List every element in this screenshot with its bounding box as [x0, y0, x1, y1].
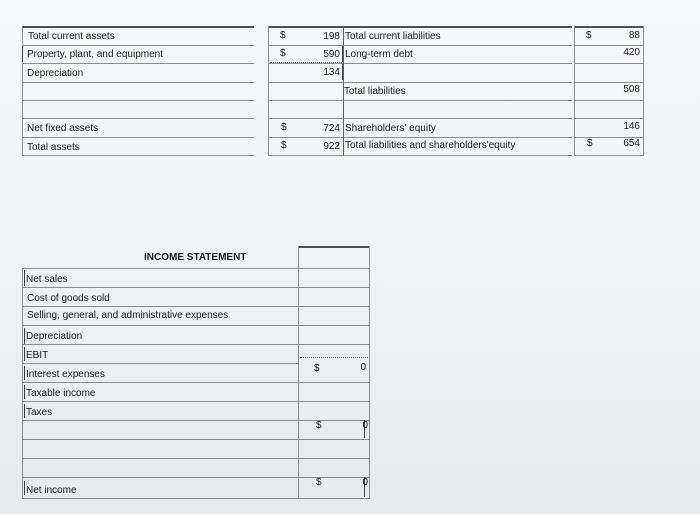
divider	[22, 268, 298, 269]
label-ebit: EBIT	[26, 350, 49, 361]
divider	[574, 82, 644, 83]
divider	[22, 82, 254, 83]
divider	[298, 458, 370, 459]
value-total-current-liabilities[interactable]: 88	[628, 30, 640, 41]
divider	[344, 82, 572, 83]
dotted-separator	[270, 62, 342, 63]
divider	[298, 246, 299, 499]
divider	[344, 155, 572, 156]
divider	[22, 477, 298, 478]
cell-marker	[24, 385, 25, 399]
divider	[22, 420, 298, 421]
divider	[298, 287, 370, 288]
divider	[22, 306, 298, 307]
label-total-assets: Total assets	[27, 142, 80, 153]
divider	[22, 287, 298, 288]
divider	[574, 45, 644, 46]
divider	[298, 382, 370, 383]
divider	[268, 100, 344, 101]
divider	[268, 155, 344, 156]
label-depreciation: Depreciation	[26, 331, 83, 342]
divider	[298, 306, 370, 307]
divider	[22, 45, 254, 46]
divider	[22, 26, 254, 28]
value-ppe[interactable]: 590	[323, 49, 340, 60]
divider	[22, 325, 298, 326]
value-ebit[interactable]: 0	[360, 362, 366, 373]
cell-marker	[342, 46, 343, 62]
divider	[268, 63, 344, 64]
divider	[574, 118, 644, 119]
divider	[298, 498, 370, 499]
divider	[22, 363, 298, 364]
label-sga: Selling, general, and administrative expenses	[27, 310, 229, 321]
value-net-fixed-assets[interactable]: 724	[323, 123, 340, 134]
label-taxable-income: Taxable income	[26, 388, 96, 399]
divider	[574, 100, 644, 101]
divider	[22, 155, 254, 156]
cell-marker	[24, 347, 25, 361]
divider	[344, 118, 572, 119]
label-cogs: Cost of goods sold	[27, 293, 110, 304]
label-net-sales: Net sales	[26, 274, 68, 285]
label-total-liabilities: Total liabilities	[344, 86, 406, 97]
label-taxes: Taxes	[26, 407, 53, 418]
divider	[268, 45, 344, 46]
divider	[574, 155, 644, 156]
divider	[298, 401, 370, 402]
label-total-liabilities-equity: Total liabilities and shareholders'equity	[345, 140, 516, 151]
divider	[268, 26, 344, 28]
divider	[22, 382, 298, 383]
divider	[268, 137, 344, 138]
divider	[298, 268, 370, 269]
value-taxable-income[interactable]: 0	[362, 420, 368, 431]
divider	[344, 45, 572, 46]
label-net-fixed-assets: Net fixed assets	[27, 123, 99, 134]
dotted-separator	[300, 357, 368, 358]
cell-marker	[22, 46, 23, 62]
value-total-assets[interactable]: 922	[323, 141, 340, 152]
divider	[268, 26, 269, 156]
cell-marker	[24, 270, 25, 286]
cell-marker	[342, 64, 343, 80]
currency-symbol: $	[316, 420, 322, 431]
cell-marker	[24, 404, 25, 418]
divider	[344, 100, 572, 101]
currency-symbol: $	[280, 30, 286, 41]
cell-marker	[24, 328, 25, 344]
value-total-liabilities-equity[interactable]: 654	[623, 138, 640, 149]
divider	[22, 401, 298, 402]
currency-symbol: $	[280, 48, 286, 59]
label-depreciation: Depreciation	[27, 68, 84, 79]
currency-symbol: $	[281, 140, 287, 151]
divider	[268, 82, 344, 83]
divider	[344, 137, 572, 138]
divider	[22, 498, 298, 499]
divider	[298, 325, 370, 326]
label-interest-expenses: Interest expenses	[26, 369, 105, 380]
currency-symbol: $	[316, 477, 322, 488]
divider	[22, 458, 298, 459]
divider	[298, 344, 370, 345]
income-statement-title: INCOME STATEMENT	[144, 252, 247, 263]
cell-marker	[24, 366, 25, 380]
label-total-current-liabilities: Total current liabilities	[345, 31, 441, 42]
divider	[22, 344, 298, 345]
divider	[298, 246, 370, 248]
currency-symbol: $	[586, 30, 592, 41]
divider	[574, 26, 644, 28]
divider	[344, 26, 572, 28]
divider	[22, 137, 254, 138]
value-long-term-debt[interactable]: 420	[623, 47, 640, 58]
value-net-income[interactable]: 0	[362, 477, 368, 488]
divider	[22, 439, 298, 440]
divider	[22, 63, 254, 64]
currency-symbol: $	[587, 138, 593, 149]
label-total-current-assets: Total current assets	[28, 31, 115, 42]
value-total-liabilities[interactable]: 508	[623, 84, 640, 95]
divider	[22, 268, 23, 499]
label-shareholders-equity: Shareholders' equity	[345, 123, 436, 134]
divider	[369, 246, 370, 499]
value-shareholders-equity[interactable]: 146	[623, 121, 640, 132]
cell-marker	[24, 481, 25, 495]
divider	[22, 118, 254, 119]
label-long-term-debt: Long-term debt	[345, 49, 413, 60]
value-depreciation[interactable]: 134	[323, 67, 340, 78]
divider	[268, 118, 344, 119]
currency-symbol: $	[281, 122, 287, 133]
value-total-current-assets[interactable]: 198	[323, 31, 340, 42]
label-ppe: Property, plant, and equipment	[27, 49, 164, 60]
divider	[22, 100, 254, 101]
divider	[574, 63, 644, 64]
divider	[344, 63, 572, 64]
label-net-income: Net income	[26, 485, 77, 496]
currency-symbol: $	[314, 363, 320, 374]
divider	[298, 439, 370, 440]
